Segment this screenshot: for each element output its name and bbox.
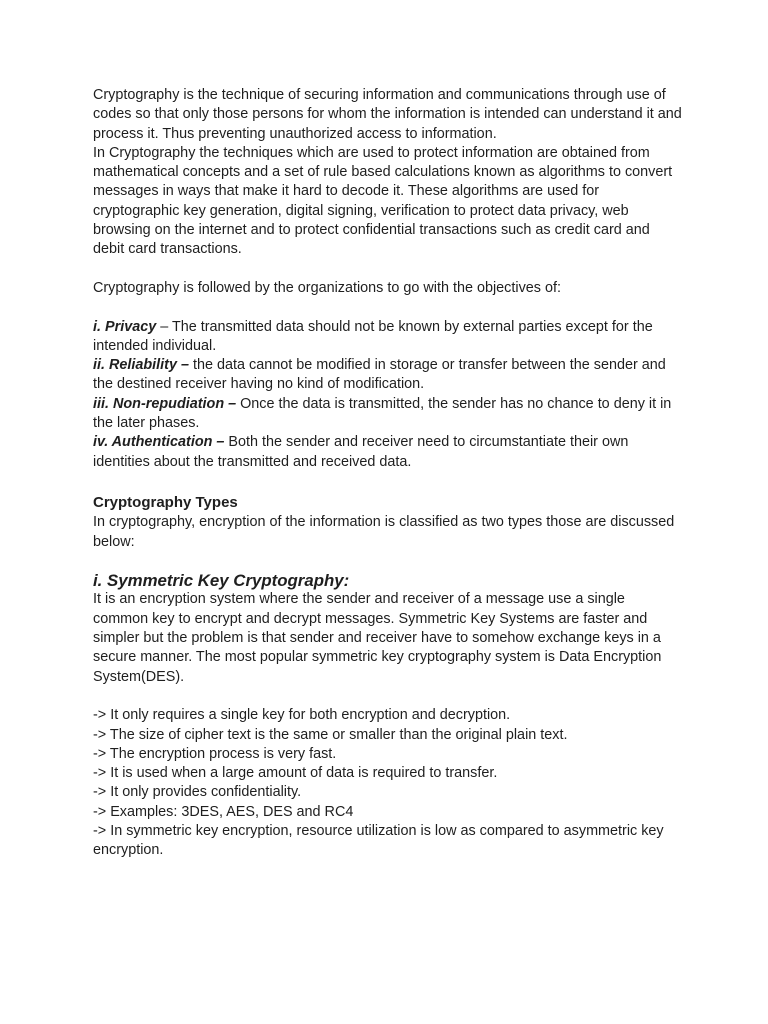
- list-item: -> It only requires a single key for both encryption and decryption.: [93, 707, 511, 724]
- spacer: [93, 472, 683, 491]
- objective-label: i. Privacy: [93, 318, 157, 335]
- list-item: -> In symmetric key encryption, resource utilization is low as compared to asymmetric key encryption.: [93, 822, 664, 859]
- spacer: [93, 298, 683, 317]
- intro-paragraph: Cryptography is the technique of securing information and communications through use of codes so that only those persons for whom the information is intended can understand it and process it. Thus preventing unauthorized access to information.: [93, 87, 682, 142]
- objective-label: iii. Non-repudiation –: [93, 395, 237, 412]
- spacer: [93, 687, 683, 706]
- spacer: [93, 552, 683, 571]
- list-item: -> Examples: 3DES, AES, DES and RC4: [93, 803, 354, 820]
- objectives-intro: Cryptography is followed by the organizations to go with the objectives of:: [93, 279, 561, 296]
- document-page: [93, 86, 683, 861]
- list-item: -> The encryption process is very fast.: [93, 745, 337, 762]
- symmetric-description: It is an encryption system where the sender and receiver of a message use a single common key to encrypt and decrypt messages. Symmetric Key Systems are faster and simpler but the problem is that sender and receiver have to somehow exchange keys in a secure manner. The most popular symmetric key cryptography system is Data Encryption System(DES).: [93, 591, 662, 685]
- list-item: -> The size of cipher text is the same or smaller than the original plain text.: [93, 726, 568, 743]
- objective-text: the data cannot be modified in storage or transfer between the sender and the destined receiver having no kind of modification.: [93, 357, 666, 393]
- objectives-list: [93, 318, 683, 472]
- list-item: -> It is used when a large amount of data is required to transfer.: [93, 765, 498, 782]
- objective-text: Both the sender and receiver need to circumstantiate their own identities about the transmitted and received data.: [93, 434, 629, 470]
- objective-label: ii. Reliability –: [93, 357, 189, 374]
- intro-paragraph-2: In Cryptography the techniques which are used to protect information are obtained from mathematical concepts and a set of rule based calculations known as algorithms to convert messages in ways that make it hard to decode it. These algorithms are used for cryptographic key generation, digital signing, verification to protect data privacy, web browsing on the internet and to protect confidential transactions such as credit card and debit card transactions.: [93, 144, 673, 258]
- subheading-symmetric: i. Symmetric Key Cryptography:: [93, 571, 350, 591]
- objective-authentication: [93, 433, 683, 472]
- objective-non-repudiation: [93, 395, 683, 434]
- list-item: -> It only provides confidentiality.: [93, 784, 302, 801]
- objective-text: – The transmitted data should not be known by external parties except for the intended individual.: [93, 318, 653, 354]
- objective-reliability: [93, 356, 683, 395]
- symmetric-points-list: [93, 706, 683, 860]
- objective-text: Once the data is transmitted, the sender has no chance to deny it in the later phases.: [93, 395, 672, 432]
- section-heading-types: Cryptography Types: [93, 494, 238, 512]
- spacer: [93, 260, 683, 279]
- objective-privacy: [93, 318, 683, 357]
- types-intro: In cryptography, encryption of the information is classified as two types those are discussed below:: [93, 514, 675, 550]
- objective-label: iv. Authentication –: [93, 434, 225, 451]
